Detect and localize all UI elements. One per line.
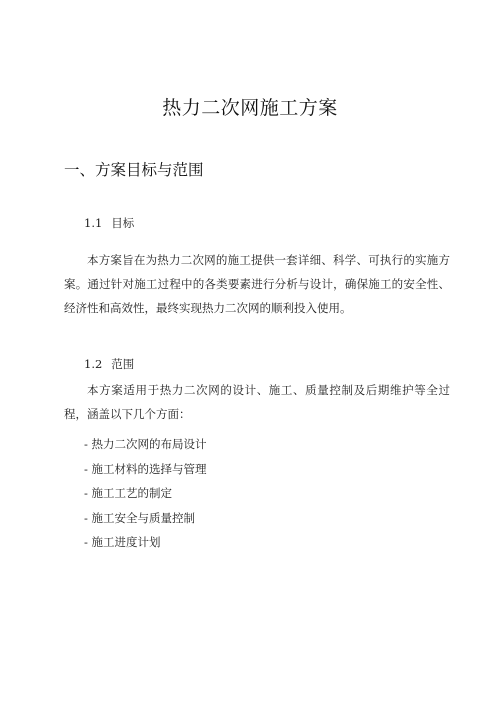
- subsection-number: 1.1: [84, 216, 103, 230]
- section-heading: 一、方案目标与范围: [64, 161, 204, 179]
- subsection-title: 目标: [111, 216, 135, 230]
- goal-paragraph: 本方案旨在为热力二次网的施工提供一套详细、科学、可执行的实施方案。通过针对施工过程中的各类要素进行分析与设计，确保施工的安全性、经济性和高效性，最终实现热力二次网的顺利投入使用。: [64, 253, 450, 315]
- document-title: 热力二次网施工方案: [162, 97, 338, 119]
- subsection-title: 范围: [111, 357, 135, 371]
- subsection-heading-scope: [84, 356, 134, 372]
- scope-paragraph: 本方案适用于热力二次网的设计、施工、质量控制及后期维护等全过程，涵盖以下几个方面：: [64, 383, 450, 421]
- list-item: - 热力二次网的布局设计: [84, 437, 207, 451]
- subsection-heading-goal: [84, 215, 134, 231]
- list-item: - 施工工艺的制定: [84, 486, 173, 500]
- list-item: - 施工安全与质量控制: [84, 510, 196, 525]
- scope-list: [84, 432, 207, 555]
- list-item: - 施工进度计划: [84, 535, 161, 549]
- subsection-number: 1.2: [84, 357, 103, 371]
- list-item: - 施工材料的选择与管理: [84, 461, 207, 476]
